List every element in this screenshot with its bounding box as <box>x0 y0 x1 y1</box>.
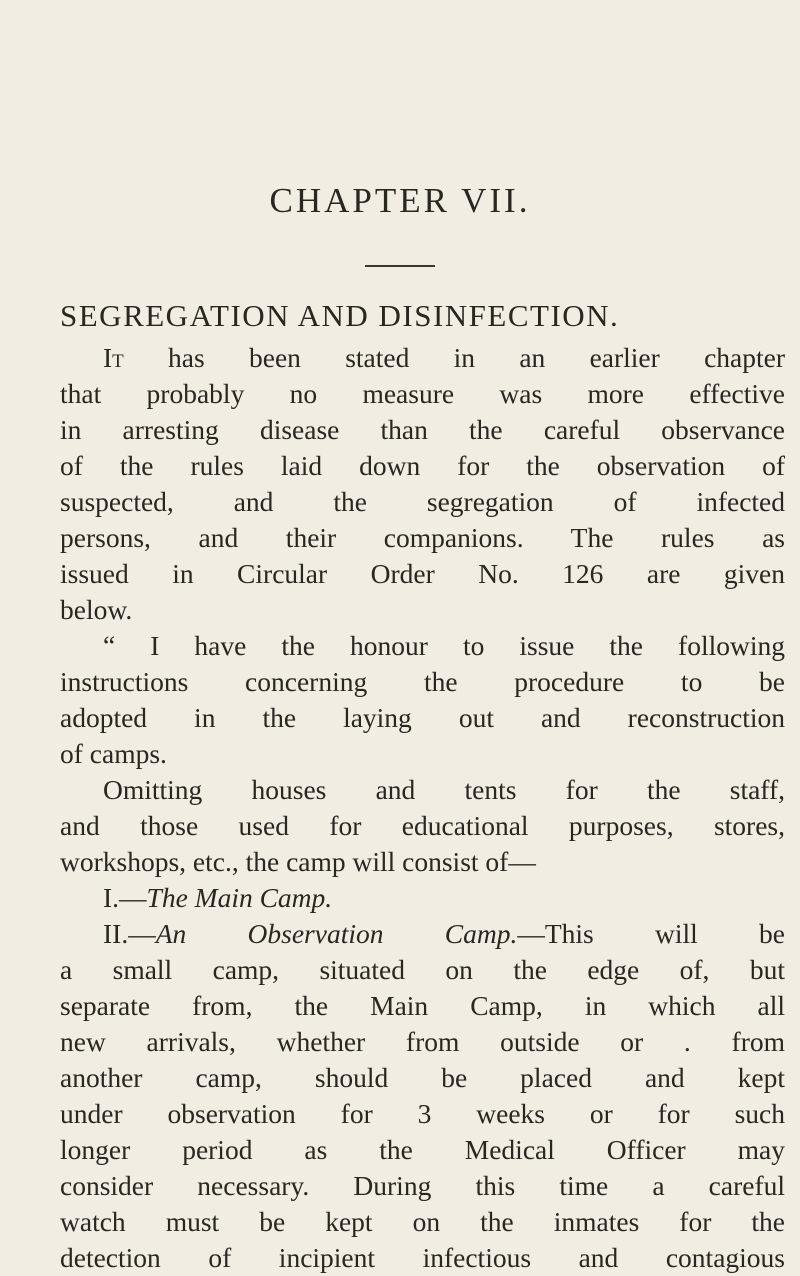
list-item-main-camp: I.—The Main Camp. <box>103 882 333 913</box>
text-line: that probably no measure was more effective <box>60 378 785 409</box>
text-line: issued in Circular Order No. 126 are given <box>60 558 785 589</box>
text-line: suspected, and the segregation of infected <box>60 486 785 517</box>
text-line: adopted in the laying out and reconstruction <box>60 702 785 733</box>
text-line: and those used for educational purposes, stores, <box>60 810 785 841</box>
text-line: separate from, the Main Camp, in which all <box>60 990 785 1021</box>
text-line: of camps. <box>60 738 167 769</box>
text-line: of the rules laid down for the observation of <box>60 450 785 481</box>
text-line: under observation for 3 weeks or for such <box>60 1098 785 1129</box>
chapter-heading: CHAPTER VII. <box>269 181 531 220</box>
text-line: a small camp, situated on the edge of, but <box>60 954 785 985</box>
opening-word: It <box>103 342 124 373</box>
text-line: in arresting disease than the careful observance <box>60 414 785 445</box>
text-line: instructions concerning the procedure to be <box>60 666 785 697</box>
text-line: new arrivals, whether from outside or . from <box>60 1026 785 1057</box>
text-line: below. <box>60 594 133 625</box>
text-line: workshops, etc., the camp will consist of— <box>60 846 536 877</box>
text-line: persons, and their companions. The rules as <box>60 522 785 553</box>
text-line: consider necessary. During this time a careful <box>60 1170 785 1201</box>
text-line: Omitting houses and tents for the staff, <box>103 774 785 805</box>
section-title: SEGREGATION AND DISINFECTION. <box>60 298 620 333</box>
text-line: “ I have the honour to issue the following <box>103 630 785 661</box>
heading-divider <box>365 265 435 267</box>
text-line: detection of incipient infectious and contagious <box>60 1242 785 1273</box>
text-line: another camp, should be placed and kept <box>60 1062 785 1093</box>
text-line: watch must be kept on the inmates for the <box>60 1206 785 1237</box>
text-line: longer period as the Medical Officer may <box>60 1134 785 1165</box>
list-item-observation-camp: II.—An Observation Camp.—This will be <box>103 918 785 949</box>
text-line: It has been stated in an earlier chapter <box>103 342 785 373</box>
